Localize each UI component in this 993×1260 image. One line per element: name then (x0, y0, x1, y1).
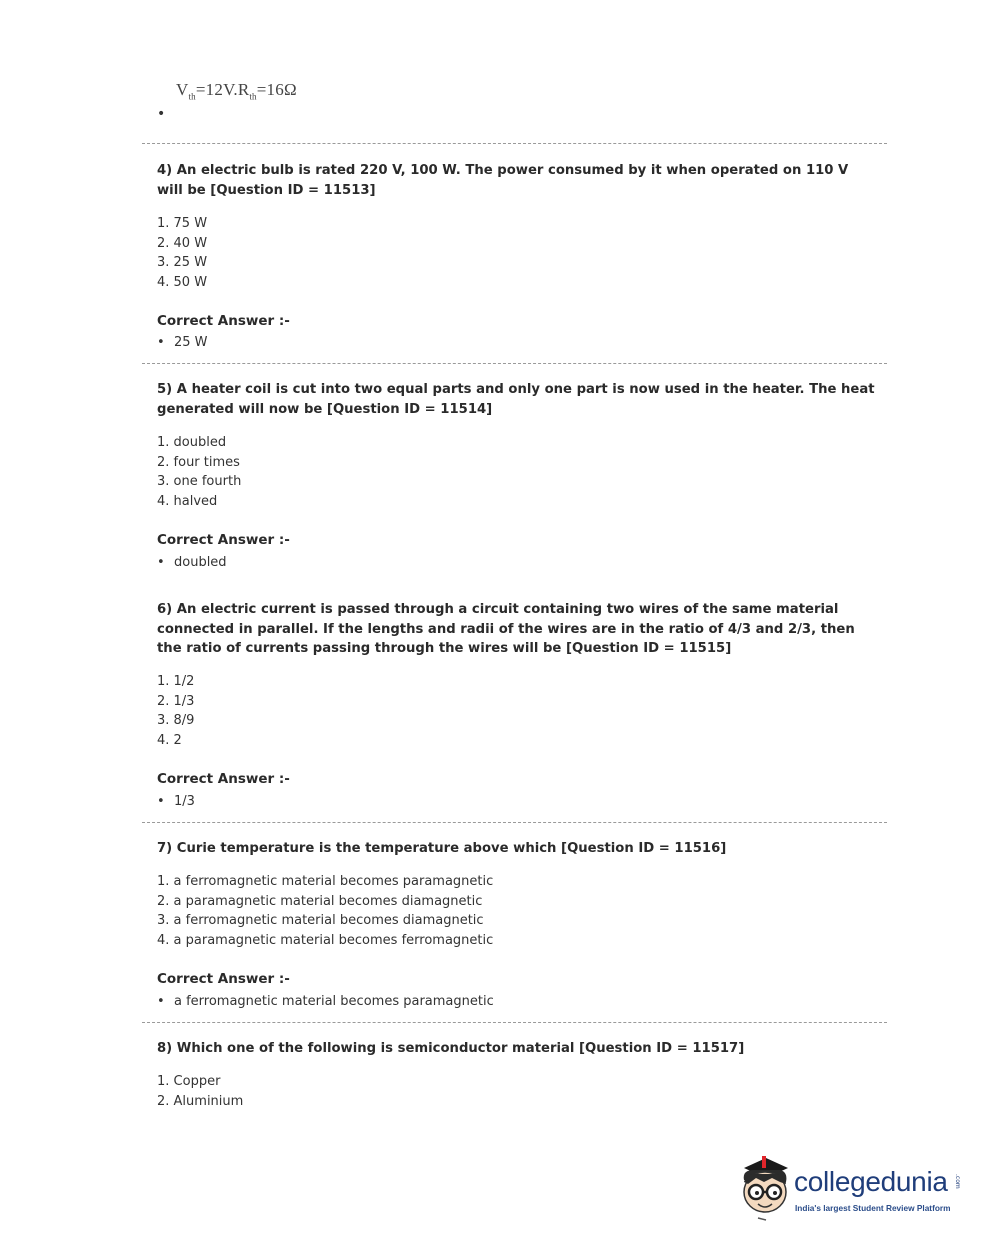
option: 1. a ferromagnetic material becomes paramagnetic (157, 874, 494, 889)
option: 1. doubled (157, 435, 227, 450)
divider (142, 363, 887, 364)
question-6-answer-label: Correct Answer :- (157, 771, 290, 787)
option: 2. 1/3 (157, 693, 195, 709)
question-7-answer: • a ferromagnetic material becomes paramagnetic (157, 994, 494, 1009)
option: 2. four times (157, 454, 240, 470)
formula-vth-rth: $V_{th}=12V.R_{th}=16\Omega$ (176, 80, 297, 102)
question-5-answer-label: Correct Answer :- (157, 532, 290, 548)
question-4-options (157, 214, 207, 292)
option: 1. 1/2 (157, 674, 195, 689)
mascot-icon (736, 1152, 794, 1224)
option: 4. a paramagnetic material becomes ferromagnetic (157, 932, 494, 948)
question-5-text: 5) A heater coil is cut into two equal parts and only one part is now used in the heater. The heat generated will now be [Question ID = 11514] (157, 382, 875, 417)
question-4-answer-label: Correct Answer :- (157, 313, 290, 329)
option: 3. a ferromagnetic material becomes diamagnetic (157, 913, 484, 928)
collegedunia-logo (736, 1152, 966, 1224)
option: 4. 2 (157, 732, 182, 748)
question-7-answer-label: Correct Answer :- (157, 971, 290, 987)
option: 4. 50 W (157, 274, 208, 290)
logo-suffix: .com (954, 1174, 961, 1189)
question-7-text: 7) Curie temperature is the temperature above which [Question ID = 11516] (157, 841, 727, 856)
divider (142, 143, 887, 144)
question-6-text: 6) An electric current is passed through a circuit containing two wires of the same material connected in parallel. If the lengths and radii of the wires are in the ratio of 4/3 and 2/3, then the ratio of currents passing through the wires will be [Question ID = 11515] (157, 602, 855, 656)
question-7-options (157, 872, 493, 950)
question-6-answer: • 1/3 (157, 794, 195, 809)
option: 3. 25 W (157, 255, 208, 270)
logo-tagline: India's largest Student Review Platform (795, 1203, 951, 1213)
logo-wordmark: collegedunia (794, 1166, 948, 1197)
option: 1. Copper (157, 1074, 221, 1089)
option: 2. a paramagnetic material becomes diamagnetic (157, 893, 483, 909)
option: 2. Aluminium (157, 1093, 244, 1109)
divider (142, 822, 887, 823)
option: 4. halved (157, 493, 218, 509)
option: 3. one fourth (157, 474, 242, 489)
question-5-options (157, 433, 241, 511)
question-5-answer: • doubled (157, 555, 227, 570)
question-4-answer: • 25 W (157, 335, 208, 350)
question-4-text: 4) An electric bulb is rated 220 V, 100 W. The power consumed by it when operated on 110 V will be [Question ID = 11513] (157, 163, 849, 198)
divider (142, 1022, 887, 1023)
formula-bullet: • (157, 106, 166, 122)
question-6-options (157, 672, 194, 750)
option: 2. 40 W (157, 235, 208, 251)
question-8-text: 8) Which one of the following is semiconductor material [Question ID = 11517] (157, 1041, 745, 1056)
question-8-options (157, 1072, 243, 1111)
option: 3. 8/9 (157, 713, 195, 728)
option: 1. 75 W (157, 216, 208, 231)
